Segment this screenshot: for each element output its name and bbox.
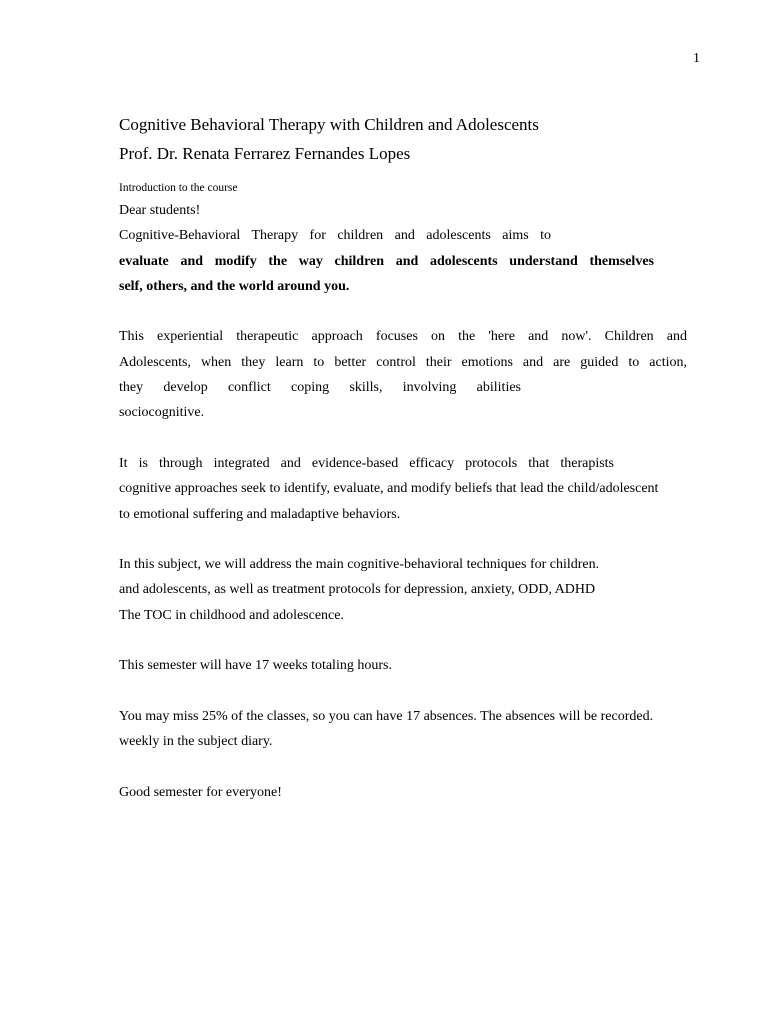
paragraph-line: You may miss 25% of the classes, so you can have 17 absences. The absences will be recorded. (119, 708, 654, 724)
document-body (119, 110, 729, 805)
paragraph-protocols (119, 451, 729, 527)
paragraph-line: The TOC in childhood and adolescence. (119, 607, 344, 623)
paragraph-line: Cognitive-Behavioral Therapy for children and adolescents aims to (119, 228, 551, 244)
paragraph-line: In this subject, we will address the main cognitive-behavioral techniques for children. (119, 557, 600, 573)
paragraph-subject (119, 552, 729, 628)
paragraph-semester (119, 653, 729, 678)
greeting: Dear students! (119, 203, 201, 218)
paragraph-line: to emotional suffering and maladaptive behaviors. (119, 506, 401, 522)
paragraph-line-bold: self, others, and the world around you. (119, 278, 350, 294)
paragraph-gap (119, 527, 729, 552)
closing: Good semester for everyone! (119, 784, 282, 800)
paragraph-gap (119, 299, 729, 324)
paragraph-gap (119, 628, 729, 653)
paragraph-line: sociocognitive. (119, 405, 205, 421)
document-author: Prof. Dr. Renata Ferrarez Fernandes Lopes (119, 144, 411, 163)
page-number: 1 (693, 51, 700, 66)
paragraph-approach (119, 324, 729, 425)
paragraph-line: Adolescents, when they learn to better control their emotions and are guided to action, (119, 354, 687, 370)
paragraph-gap (119, 755, 729, 780)
paragraph-line: It is through integrated and evidence-based efficacy protocols that therapists (119, 455, 614, 471)
section-label: Introduction to the course (119, 182, 238, 194)
paragraph-line-bold: evaluate and modify the way children and adolescents understand themselves (119, 253, 654, 269)
paragraph-line: This semester will have 17 weeks totaling hours. (119, 658, 392, 674)
paragraph-gap (119, 679, 729, 704)
paragraph-gap (119, 426, 729, 451)
document-title: Cognitive Behavioral Therapy with Children and Adolescents (119, 115, 539, 134)
paragraph-line: cognitive approaches seek to identify, evaluate, and modify beliefs that lead the child/adolescent (119, 481, 659, 497)
paragraph-line: they develop conflict coping skills, involving abilities (119, 380, 521, 396)
paragraph-line: weekly in the subject diary. (119, 734, 273, 750)
paragraph-absences (119, 704, 729, 755)
paragraph-line: This experiential therapeutic approach focuses on the 'here and now'. Children and (119, 329, 687, 345)
paragraph-line: and adolescents, as well as treatment protocols for depression, anxiety, ODD, ADHD (119, 582, 596, 598)
paragraph-aims (119, 223, 729, 299)
